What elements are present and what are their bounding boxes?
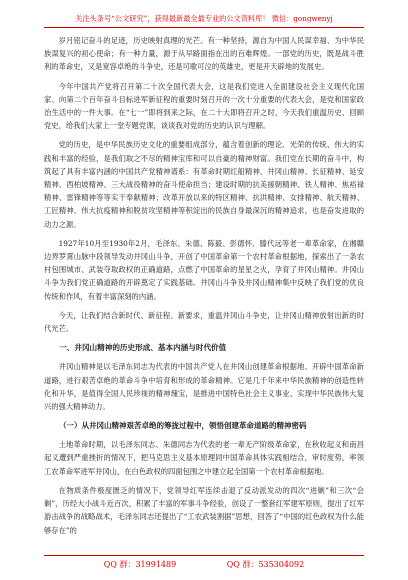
footer-qq-group-1: QQ 群：31991489 — [103, 560, 177, 569]
paragraph: 在物质条件极度匮乏的情况下，党领导红军连续击退了反动派发动的四次“进剿”和三次“会剿”，历经大小战斗近百次，积累了丰富的军事斗争经验，创设了一整套红军建军原则，提出了红军游击战争的战略战术，毛泽东同志还提出了“工农武装割据”思想，回答了“中国的红色政权为什么能够存在”的 — [44, 485, 364, 535]
paragraph: 土地革命时期，以毛泽东同志、朱德同志为代表的老一辈无产阶级革命家，在秋收起义和南昌起义遭到严重挫折的情况下，把马克思主义基本原理同中国革命具体实践相结合，审时度势，率领工农革命军进军井冈山，在白色政权的四面包围之中建立起全国第一个农村革命根据地。 — [44, 440, 364, 476]
paragraph: 党的历史，是中华民族历史文化的重要组成部分，蕴含着创新的理论、光荣的传统、伟大的实践和丰富的经验，是我们取之不尽的精神宝库和可以自豪的精神财富。我们党在长期的奋斗中，构筑起了具有丰富内涵的中国共产党精神谱系：有革命时期红船精神、井冈山精神、长征精神、延安精神、西柏坡精神、三大战役精神的奋斗使命担当；建设时期的抗美援朝精神、铁人精神、焦裕禄精神、雷锋精神等等实干奉献精神；改革开放以来的特区精神、抗洪精神、女排精神、航天精神、工匠精神、伟大抗疫精神和脱贫攻坚精神等积淀出的民族自身最深沉的精神追求，也是奋发进取的动力之源。 — [44, 140, 364, 229]
paragraph: 今天，让我们结合新时代、新征程、新要求，重温井冈山斗争史，让井冈山精神放射出新的时代光芒。 — [44, 310, 364, 334]
section-heading: 一、井冈山精神的历史形成、基本内涵与时代价值 — [59, 343, 227, 353]
page-footer — [44, 555, 364, 570]
paragraph: 井冈山精神是以毛泽东同志为代表的中国共产党人在井冈山创建革命根据地、开辟中国革命新道路，进行艰苦卓绝的革命斗争中培育和形成的革命精神。它是几千年来中华民族精神的创造性转化和升华，是值得全国人民珍视的精神瑰宝，是推进中国特色社会主义事业、实现中华民族伟大复兴的强大精神动力。 — [44, 362, 364, 412]
paragraph: 1927年10月至1930年2月，毛泽东、朱德、陈毅、彭德怀、滕代远等老一辈革命家，在湘赣边界罗霄山脉中段领导发动井冈山斗争，开创了中国革命第一个农村革命根据地，探索出了一条农村包围城市、武装夺取政权的正确道路，点燃了中国革命的星星之火，孕育了井冈山精神。井冈山斗争为我们党正确道路的开辟奠定了实践基础。井冈山斗争及井冈山精神集中反映了我们党的优良传统和作风，有着丰富深刻的内涵。 — [44, 238, 364, 301]
footer-qq-group-2: QQ 群：535304092 — [226, 560, 305, 569]
page-header-banner: 关注头条号“公文研究”，获得最新最全最专业的公文资料库！ 微信：gongwenyj — [44, 14, 364, 28]
document-body — [44, 34, 364, 543]
subsection-heading: （一）从井冈山精神艰苦卓绝的筹拢过程中，领悟创建革命道路的精神密码 — [59, 421, 307, 431]
paragraph: 岁月铭记奋斗的足迹，历史映射真理的光芒。有一种坚持，源自为中国人民谋幸福、为中华民族谋复兴的初心使命；有一种力量，源于从早路面指在出的百难辉煌。一部党的历史，既是战斗胜利的革命史，又是宽容卓绝的斗争史，还是可歌可泣的英雄史，更是开天辟地的发展史。 — [44, 36, 364, 72]
paragraph: 今年中国共产党将召开第二十次全国代表大会，这是我们党进入全面建设社会主义现代化国家、向第二个百年奋斗目标进军新征程的重要时刻召开的一次十分重要的代表大会，是党和国家政治生活中的一件大事。在“七一”即将到来之际，在二十大即将召开之时，今天我们重温历史、回顾党史，给我们大家上一堂专题党课，谈谈我对党的历史的认识与理解。 — [44, 81, 364, 131]
